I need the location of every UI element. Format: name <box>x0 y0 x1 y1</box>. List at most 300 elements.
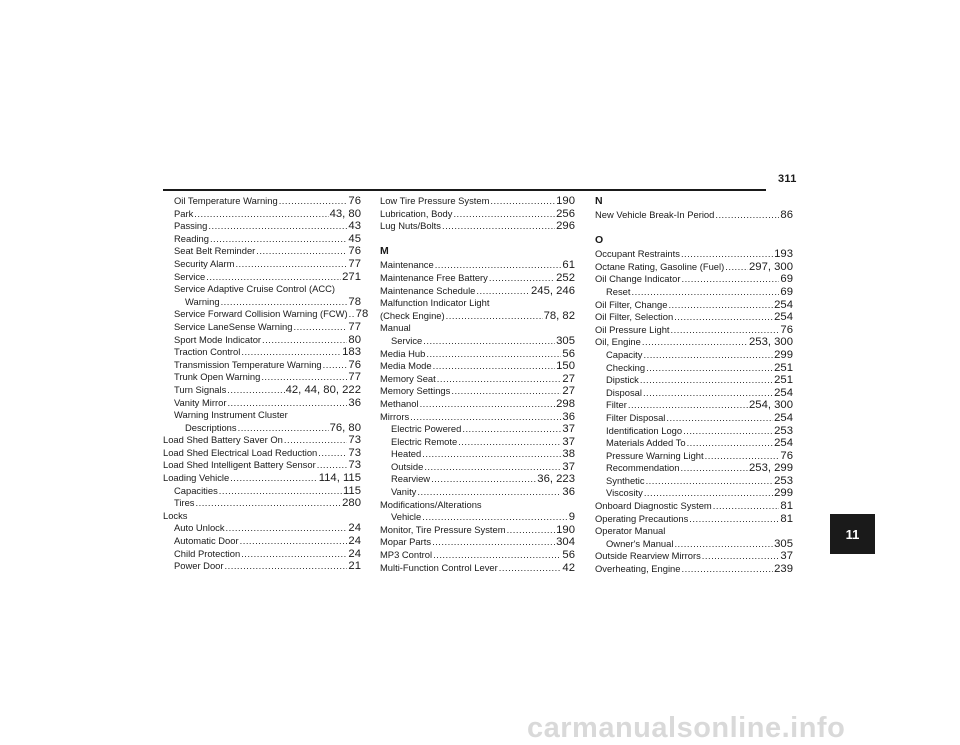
index-heading: Malfunction Indicator Light <box>380 297 490 309</box>
leader-dots <box>437 373 562 386</box>
index-entry-page: 254 <box>774 298 793 311</box>
index-entry[interactable] <box>380 335 575 348</box>
index-entry[interactable] <box>380 348 575 361</box>
index-entry-term: Oil Filter, Change <box>595 298 668 310</box>
leader-dots <box>640 374 773 387</box>
index-entry[interactable] <box>163 220 361 233</box>
index-entry-page: 37 <box>562 423 575 436</box>
index-entry-term: Viscosity <box>606 487 643 499</box>
leader-dots <box>715 209 779 222</box>
leader-dots <box>420 398 556 411</box>
index-entry[interactable] <box>595 399 793 412</box>
index-entry[interactable] <box>595 209 793 222</box>
leader-dots <box>261 371 347 384</box>
index-entry[interactable] <box>163 522 361 535</box>
index-entry-page: 76 <box>348 245 361 258</box>
index-entry-page: 304 <box>556 536 575 549</box>
index-entry-term: Low Tire Pressure System <box>380 195 490 206</box>
index-entry[interactable] <box>595 513 793 526</box>
leader-dots <box>221 296 348 309</box>
index-entry-term: Service <box>391 334 423 346</box>
index-entry[interactable] <box>163 434 361 447</box>
index-entry-page: 81 <box>780 512 793 525</box>
index-entry-term: Passing <box>174 220 208 232</box>
index-entry-term: Vanity Mirror <box>174 396 227 408</box>
index-entry-term: Pressure Warning Light <box>606 449 704 461</box>
index-entry-term: Load Shed Electrical Load Reduction <box>163 446 318 458</box>
leader-dots <box>284 434 348 447</box>
index-entry-term: Maintenance Schedule <box>380 284 476 296</box>
index-heading: Service Adaptive Cruise Control (ACC) <box>174 283 335 295</box>
index-entry-page: 43 <box>348 220 361 233</box>
index-entry-term: Turn Signals <box>174 383 227 395</box>
index-entry[interactable] <box>595 462 793 475</box>
leader-dots <box>240 535 348 548</box>
leader-dots <box>646 362 773 375</box>
index-entry[interactable] <box>380 486 575 499</box>
index-entry-page: 253 <box>774 474 793 487</box>
index-entry-page: 73 <box>348 446 361 459</box>
index-entry-page: 78 <box>348 295 361 308</box>
index-entry-page: 9 <box>568 511 575 524</box>
leader-dots <box>349 308 355 321</box>
index-entry-page: 69 <box>780 285 793 298</box>
index-entry-page: 280 <box>342 497 361 510</box>
index-entry-page: 78 <box>355 308 369 321</box>
leader-dots <box>643 387 773 400</box>
index-entry-term: Filter <box>606 399 627 411</box>
leader-dots <box>426 348 561 361</box>
index-entry-page: 297, 300 <box>749 260 793 273</box>
index-entry[interactable] <box>595 538 793 551</box>
index-entry-page: 76 <box>348 358 361 371</box>
leader-dots <box>206 271 341 284</box>
index-entry-term: Overheating, Engine <box>595 563 681 575</box>
leader-dots <box>462 423 561 436</box>
index-entry[interactable] <box>163 195 361 208</box>
index-entry[interactable] <box>380 195 575 208</box>
index-entry[interactable] <box>380 549 575 562</box>
index-entry-term: Outside <box>391 460 424 472</box>
index-entry-page: 27 <box>562 372 575 385</box>
leader-dots <box>451 385 561 398</box>
index-entry-page: 298 <box>556 397 575 410</box>
leader-dots <box>725 261 748 274</box>
index-entry[interactable] <box>595 273 793 286</box>
index-entry-page: 37 <box>562 460 575 473</box>
index-entry-page: 150 <box>556 360 575 373</box>
index-entry[interactable] <box>380 511 575 524</box>
index-entry-term: Mopar Parts <box>380 536 432 548</box>
index-entry[interactable] <box>380 373 575 386</box>
leader-dots <box>476 285 530 298</box>
index-entry[interactable] <box>595 349 793 362</box>
leader-dots <box>642 336 748 349</box>
index-entry-page: 81 <box>780 500 793 513</box>
index-heading: Warning Instrument Cluster <box>174 409 288 421</box>
index-entry[interactable] <box>595 362 793 375</box>
index-entry-term: Operating Precautions <box>595 512 689 524</box>
index-entry-page: 76 <box>348 195 361 207</box>
index-entry[interactable] <box>163 334 361 347</box>
leader-dots <box>680 462 748 475</box>
index-entry[interactable] <box>595 286 793 299</box>
leader-dots <box>446 310 543 323</box>
index-entry[interactable] <box>595 248 793 261</box>
index-entry[interactable] <box>595 550 793 563</box>
index-entry-term: Identification Logo <box>606 424 683 436</box>
index-entry[interactable] <box>380 423 575 436</box>
index-section-letter: N <box>595 195 603 207</box>
index-entry-page: 42 <box>562 561 575 574</box>
leader-dots <box>689 513 779 526</box>
index-entry-page: 254 <box>774 386 793 399</box>
index-entry-term: Mirrors <box>380 410 410 422</box>
index-entry[interactable] <box>595 299 793 312</box>
index-entry[interactable] <box>163 497 361 510</box>
index-entry-page: 253, 300 <box>749 336 793 349</box>
index-entry-term: Oil Filter, Selection <box>595 311 674 323</box>
index-entry-page: 86 <box>780 209 793 221</box>
index-entry-page: 77 <box>348 371 361 384</box>
leader-dots <box>643 349 773 362</box>
index-entry[interactable] <box>380 398 575 411</box>
index-entry[interactable] <box>163 296 361 309</box>
index-entry-page: 27 <box>562 385 575 398</box>
index-entry[interactable] <box>380 473 575 486</box>
index-entry-page: 36 <box>562 410 575 423</box>
index-entry-term: Warning <box>185 295 220 307</box>
index-entry-term: Electric Remote <box>391 435 458 447</box>
leader-dots <box>318 447 347 460</box>
index-entry-term: Security Alarm <box>174 257 235 269</box>
index-entry[interactable] <box>595 487 793 500</box>
leader-dots <box>666 412 773 425</box>
index-entry[interactable] <box>380 562 575 575</box>
index-entry-term: Capacities <box>174 484 218 496</box>
leader-dots <box>442 220 555 233</box>
leader-dots <box>705 450 780 463</box>
index-entry-term: Memory Settings <box>380 385 451 397</box>
leader-dots <box>195 497 341 510</box>
index-entry-term: Materials Added To <box>606 437 686 449</box>
index-entry[interactable] <box>595 324 793 337</box>
index-entry-page: 252 <box>556 271 575 284</box>
index-entry[interactable] <box>163 472 361 485</box>
index-entry-term: Occupant Restraints <box>595 248 680 260</box>
index-entry-term: Monitor, Tire Pressure System <box>380 523 506 535</box>
leader-dots <box>681 563 773 576</box>
index-entry-term: Recommendation <box>606 462 680 474</box>
index-entry-page: 254 <box>774 311 793 324</box>
index-entry-page: 299 <box>774 487 793 500</box>
index-entry-page: 21 <box>348 560 361 573</box>
index-entry-page: 69 <box>780 273 793 286</box>
index-entry-page: 77 <box>348 257 361 270</box>
leader-dots <box>632 286 780 299</box>
index-heading: Modifications/Alterations <box>380 498 482 510</box>
leader-dots <box>499 562 562 575</box>
leader-dots <box>507 524 556 537</box>
index-entry-page: 45 <box>348 232 361 245</box>
leader-dots <box>241 548 347 561</box>
index-entry[interactable] <box>595 425 793 438</box>
index-entry-page: 80 <box>348 333 361 346</box>
index-entry-page: 56 <box>562 347 575 360</box>
index-entry-term: Traction Control <box>174 346 241 358</box>
index-section-letter: M <box>380 245 389 258</box>
leader-dots <box>683 425 773 438</box>
index-entry-page: 305 <box>556 334 575 347</box>
index-entry-page: 253 <box>774 424 793 437</box>
index-entry[interactable] <box>163 548 361 561</box>
index-entry-term: Disposal <box>606 386 642 398</box>
index-entry-term: Methanol <box>380 397 419 409</box>
index-entry[interactable] <box>380 461 575 474</box>
index-entry-page: 193 <box>774 248 793 261</box>
index-entry[interactable] <box>380 524 575 537</box>
leader-dots <box>490 195 555 208</box>
index-entry[interactable] <box>595 336 793 349</box>
index-entry-term: Child Protection <box>174 547 241 559</box>
leader-dots <box>238 422 329 435</box>
leader-dots <box>431 473 536 486</box>
index-entry[interactable] <box>595 450 793 463</box>
leader-dots <box>432 536 555 549</box>
index-entry[interactable] <box>380 285 575 298</box>
leader-dots <box>681 248 773 261</box>
index-entry[interactable] <box>163 208 361 221</box>
index-entry[interactable] <box>380 411 575 424</box>
index-entry-term: Synthetic <box>606 474 645 486</box>
index-entry[interactable] <box>595 387 793 400</box>
index-entry[interactable] <box>163 233 361 246</box>
index-entry-term: Park <box>174 207 194 219</box>
index-entry-page: 76 <box>780 323 793 336</box>
index-entry[interactable] <box>380 259 575 272</box>
index-entry-term: Auto Unlock <box>174 522 225 534</box>
leader-dots <box>241 346 341 359</box>
index-entry[interactable] <box>380 220 575 233</box>
index-entry[interactable] <box>595 500 793 513</box>
index-entry-page: 76 <box>780 449 793 462</box>
index-entry[interactable] <box>163 397 361 410</box>
leader-dots <box>674 311 773 324</box>
leader-dots <box>226 522 348 535</box>
leader-dots <box>433 549 561 562</box>
index-entry-page: 271 <box>342 270 361 283</box>
index-entry[interactable] <box>163 245 361 258</box>
index-entry-term: Octane Rating, Gasoline (Fuel) <box>595 260 725 272</box>
index-entry-term: (Check Engine) <box>380 309 445 321</box>
index-entry-page: 305 <box>774 537 793 550</box>
index-entry-page: 24 <box>348 535 361 548</box>
leader-dots <box>646 475 774 488</box>
index-entry-page: 76, 80 <box>329 421 361 434</box>
index-entry-page: 254 <box>774 411 793 424</box>
index-entry-page: 251 <box>774 374 793 387</box>
index-entry[interactable] <box>380 448 575 461</box>
leader-dots <box>713 500 780 513</box>
index-entry-page: 254, 300 <box>749 399 793 412</box>
index-entry-term: Lug Nuts/Bolts <box>380 220 441 232</box>
header-rule <box>163 189 766 191</box>
index-column-3 <box>595 195 793 576</box>
index-entry-page: 239 <box>774 563 793 576</box>
index-entry-term: Heated <box>391 448 422 460</box>
index-entry-term: Vanity <box>391 486 417 498</box>
leader-dots <box>681 273 779 286</box>
leader-dots <box>458 436 561 449</box>
index-entry-term: Service <box>174 270 206 282</box>
index-entry-term: Checking <box>606 361 646 373</box>
index-entry[interactable] <box>163 346 361 359</box>
index-entry-page: 37 <box>780 550 793 563</box>
index-entry-term: Onboard Diagnostic System <box>595 500 712 512</box>
index-entry-page: 61 <box>562 259 575 272</box>
index-section-letter: O <box>595 234 604 247</box>
index-column-1 <box>163 195 369 573</box>
leader-dots <box>210 233 347 246</box>
index-entry[interactable] <box>380 536 575 549</box>
index-entry-term: Vehicle <box>391 511 422 523</box>
index-entry-term: Dipstick <box>606 374 639 386</box>
page-number: 311 <box>778 173 797 185</box>
index-heading: Operator Manual <box>595 525 666 537</box>
index-entry-page: 114, 115 <box>318 472 361 485</box>
index-heading: Locks <box>163 509 188 521</box>
index-entry-page: 78, 82 <box>543 309 575 322</box>
index-entry-page: 77 <box>348 320 361 333</box>
index-entry-page: 56 <box>562 549 575 562</box>
index-entry[interactable] <box>163 560 361 573</box>
index-entry[interactable] <box>595 412 793 425</box>
index-entry-page: 254 <box>774 437 793 450</box>
index-entry[interactable] <box>595 475 793 488</box>
index-entry[interactable] <box>380 208 575 221</box>
index-entry[interactable] <box>595 311 793 324</box>
index-entry-term: Electric Powered <box>391 423 462 435</box>
index-entry-term: MP3 Control <box>380 549 433 561</box>
index-entry[interactable] <box>380 272 575 285</box>
index-entry-term: Oil Temperature Warning <box>174 195 278 206</box>
leader-dots <box>674 538 773 551</box>
index-entry-term: Seat Belt Reminder <box>174 245 256 257</box>
leader-dots <box>417 486 561 499</box>
index-entry[interactable] <box>595 563 793 576</box>
chapter-tab[interactable]: 11 <box>830 514 875 554</box>
index-entry-term: Load Shed Battery Saver On <box>163 434 283 446</box>
index-entry[interactable] <box>163 308 369 321</box>
index-entry-term: Lubrication, Body <box>380 207 453 219</box>
index-entry-page: 183 <box>342 346 361 359</box>
index-entry-page: 245, 246 <box>531 284 575 297</box>
leader-dots <box>489 272 555 285</box>
index-entry[interactable] <box>595 437 793 450</box>
leader-dots <box>227 384 284 397</box>
index-entry[interactable] <box>163 271 361 284</box>
leader-dots <box>423 335 555 348</box>
index-entry-page: 73 <box>348 434 361 447</box>
index-entry[interactable] <box>380 436 575 449</box>
index-gap <box>380 233 575 246</box>
index-entry-term: Power Door <box>174 560 224 572</box>
index-entry-term: Capacity <box>606 348 643 360</box>
index-entry[interactable] <box>380 385 575 398</box>
index-entry[interactable] <box>163 535 361 548</box>
index-entry[interactable] <box>380 360 575 373</box>
index-entry[interactable] <box>163 447 361 460</box>
index-entry-page: 299 <box>774 348 793 361</box>
leader-dots <box>424 461 561 474</box>
leader-dots <box>208 220 347 233</box>
leader-dots <box>230 472 318 485</box>
index-entry-page: 251 <box>774 361 793 374</box>
index-entry-term: Transmission Temperature Warning <box>174 358 322 370</box>
index-entry-term: Rearview <box>391 473 431 485</box>
leader-dots <box>668 299 773 312</box>
index-entry-term: Media Mode <box>380 360 432 372</box>
index-entry-term: Sport Mode Indicator <box>174 333 262 345</box>
index-entry-term: Maintenance <box>380 259 434 271</box>
leader-dots <box>262 334 347 347</box>
leader-dots <box>422 448 561 461</box>
index-entry-term: Oil, Engine <box>595 336 641 348</box>
index-entry[interactable] <box>595 261 793 274</box>
index-entry-page: 36 <box>562 486 575 499</box>
index-entry-page: 42, 44, 80, 222 <box>285 383 361 396</box>
index-heading: Manual <box>380 322 411 334</box>
index-entry[interactable] <box>163 371 361 384</box>
index-entry[interactable] <box>595 374 793 387</box>
leader-dots <box>227 397 347 410</box>
leader-dots <box>219 485 342 498</box>
leader-dots <box>225 560 348 573</box>
leader-dots <box>435 259 562 272</box>
index-entry[interactable] <box>163 485 361 498</box>
leader-dots <box>323 359 348 372</box>
leader-dots <box>317 459 348 472</box>
index-entry-term: Reading <box>174 232 209 244</box>
leader-dots <box>256 245 347 258</box>
index-entry-term: Service Forward Collision Warning (FCW) <box>174 308 348 320</box>
index-entry[interactable] <box>163 258 361 271</box>
index-entry-page: 36 <box>348 396 361 409</box>
index-entry-page: 37 <box>562 435 575 448</box>
index-column-2 <box>380 195 575 574</box>
index-entry-term: Loading Vehicle <box>163 472 230 484</box>
index-entry-term: New Vehicle Break-In Period <box>595 209 715 220</box>
index-entry-page: 24 <box>348 547 361 560</box>
index-entry-term: Filter Disposal <box>606 411 666 423</box>
index-entry-term: Multi-Function Control Lever <box>380 561 498 573</box>
index-entry[interactable] <box>163 359 361 372</box>
index-entry[interactable] <box>163 459 361 472</box>
index-entry[interactable] <box>380 310 575 323</box>
index-entry-term: Oil Change Indicator <box>595 273 681 285</box>
index-entry-page: 190 <box>556 523 575 536</box>
index-entry-term: Memory Seat <box>380 372 436 384</box>
index-entry[interactable] <box>163 321 361 334</box>
index-entry-term: Maintenance Free Battery <box>380 271 488 283</box>
index-entry[interactable] <box>163 384 361 397</box>
index-entry[interactable] <box>163 422 361 435</box>
leader-dots <box>628 399 748 412</box>
index-entry-page: 36, 223 <box>537 473 575 486</box>
leader-dots <box>194 208 328 221</box>
leader-dots <box>433 360 556 373</box>
index-entry-page: 38 <box>562 448 575 461</box>
